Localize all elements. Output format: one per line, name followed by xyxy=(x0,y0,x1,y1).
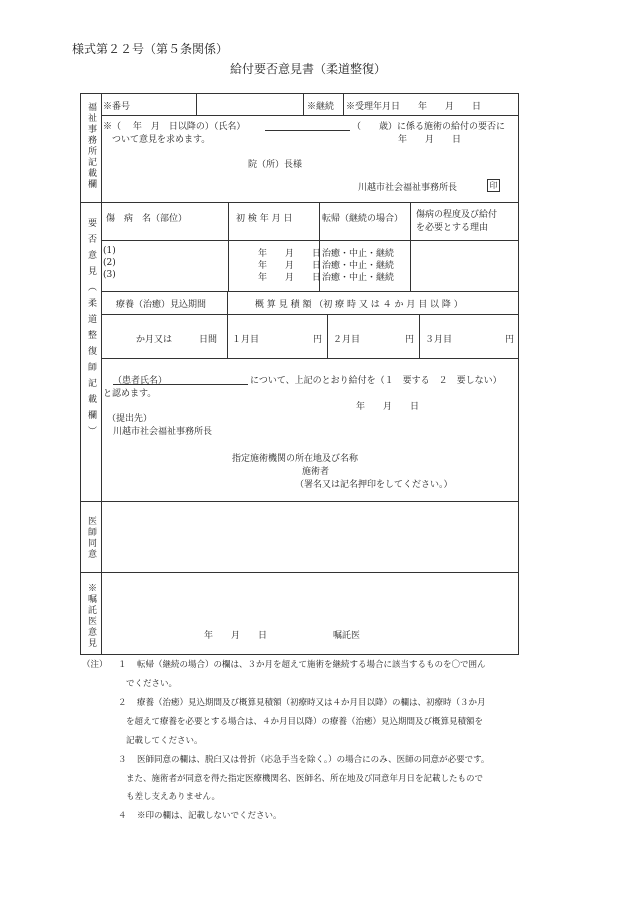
practitioner-label: 施術者 xyxy=(302,467,330,477)
opinion-side-label: 要否意見（柔道整復師記載欄） xyxy=(86,218,96,442)
office-col-divider-3 xyxy=(343,93,344,115)
institution-label: 指定施術機関の所在地及び名称 xyxy=(232,454,359,464)
row-2-num: (2) xyxy=(103,258,116,268)
row-2-date: 年 月 日 xyxy=(258,261,322,271)
name-underline xyxy=(265,130,350,131)
note-4-num: ４ xyxy=(118,811,127,821)
note-1-line-2: でください。 xyxy=(126,679,178,689)
form-title: 給付要否意見書（柔道整復） xyxy=(230,62,387,76)
opinion-header-divider xyxy=(101,240,519,241)
treatment-period-label: 療養（治癒）見込期間 xyxy=(116,300,207,310)
period-header-divider xyxy=(101,314,519,315)
note-2-line-3: 記載してください。 xyxy=(126,736,203,746)
note-1-line-1: 転帰（継続の場合）の欄は、３か月を超えて施術を継続する場合に該当するものを〇で囲ん xyxy=(137,660,486,670)
statement-date: 年 月 日 xyxy=(356,402,420,412)
side-label-divider xyxy=(101,93,102,654)
row-3-outcome: 治癒・中止・継続 xyxy=(322,273,395,283)
table-border-top xyxy=(80,93,519,94)
table-border-bottom xyxy=(80,654,519,655)
sender: 川越市社会福祉事務所長 xyxy=(358,183,458,193)
month3-label: ３月目 xyxy=(425,335,453,345)
commission-date: 年 月 日 xyxy=(204,631,268,641)
submit-to-label: （提出先） xyxy=(107,414,153,424)
request-age: （ 歳）に係る施術の給付の要否に xyxy=(352,122,506,132)
col-reason-header-1: 傷病の程度及び給付 xyxy=(416,210,498,220)
note-4-line-1: ※印の欄は、記載しないでください。 xyxy=(137,811,282,821)
office-col-divider-2 xyxy=(303,93,304,115)
patient-name-label: （患者氏名） xyxy=(113,376,168,386)
col-divider-period xyxy=(227,291,228,358)
col-reason-header-2: を必要とする理由 xyxy=(416,223,489,233)
note-2-line-2: を超えて療養を必要とする場合は、４か月目以降）の療養（治癒）見込期間及び概算見積額を xyxy=(126,717,484,727)
col-injury-header: 傷 病 名（部位） xyxy=(106,214,188,224)
table-border-right xyxy=(518,93,519,654)
receipt-date-label: ※受理年月日 年 月 日 xyxy=(346,102,482,112)
continuation-label: ※継続 xyxy=(307,102,335,112)
col-divider-first-exam xyxy=(228,202,229,291)
col-divider-month3 xyxy=(419,314,420,358)
col-outcome-header: 転帰（継続の場合） xyxy=(322,214,404,224)
office-col-divider-1 xyxy=(196,93,197,115)
month1-yen: 円 xyxy=(313,335,323,345)
section-divider-office xyxy=(80,202,519,203)
number-label: ※番号 xyxy=(103,102,131,112)
commission-side-label: ※嘱託医意見 xyxy=(86,583,96,649)
note-2-line-1: 療養（治癒）見込期間及び概算見積額（初療時又は４か月目以降）の欄は、初療時（３か月 xyxy=(137,698,486,708)
col-first-exam-header: 初 検 年 月 日 xyxy=(236,214,293,224)
note-1-num: １ xyxy=(118,660,127,670)
period-row-divider xyxy=(101,358,519,359)
note-3-line-1: 医師同意の欄は、脱臼又は骨折（応急手当を除く。）の場合にのみ、医師の同意が必要です。 xyxy=(137,755,490,765)
submit-to: 川越市社会福祉事務所長 xyxy=(113,427,213,437)
section-divider-opinion xyxy=(80,501,519,502)
month2-yen: 円 xyxy=(405,335,415,345)
col-divider-reason xyxy=(410,202,411,291)
row-3-num: (3) xyxy=(103,270,116,280)
row-1-num: (1) xyxy=(103,246,116,256)
patient-name-underline xyxy=(113,384,248,385)
request-date: 年 月 日 xyxy=(398,135,462,145)
office-row-divider xyxy=(101,115,519,116)
estimate-label: 概 算 見 積 額 （初 療 時 又 は ４ か 月 目 以 降 ） xyxy=(255,300,463,310)
form-number: 様式第２２号（第５条関係） xyxy=(72,42,229,56)
note-3-num: ３ xyxy=(118,755,127,765)
office-side-label: 福祉事務所記載欄 xyxy=(86,102,96,190)
note-3-line-3: も差し支えありません。 xyxy=(126,792,221,802)
table-border-left xyxy=(80,93,81,654)
signature-note: （署名又は記名押印をしてください。） xyxy=(295,480,453,490)
commission-doctor-label: 嘱託医 xyxy=(333,631,361,641)
notes-label: （注） xyxy=(82,660,108,670)
section-divider-doctor xyxy=(80,572,519,573)
request-line1: ※（ 年 月 日以降の）（氏名） xyxy=(103,122,246,132)
month2-label: ２月目 xyxy=(333,335,361,345)
period-value: か月又は 日間 xyxy=(136,335,218,345)
opinion-rows-divider xyxy=(101,291,519,292)
row-2-outcome: 治癒・中止・継続 xyxy=(322,261,395,271)
month3-yen: 円 xyxy=(505,335,515,345)
col-divider-month2 xyxy=(327,314,328,358)
row-1-outcome: 治癒・中止・継続 xyxy=(322,249,395,259)
doctor-side-label: 医師同意 xyxy=(86,516,96,560)
approval-statement: について、上記のとおり給付を（１ 要する ２ 要しない） xyxy=(250,376,502,386)
seal-mark: 印 xyxy=(487,179,500,192)
note-3-line-2: また、施術者が同意を得た指定医療機関名、医師名、所在地及び同意年月日を記載したもので xyxy=(126,774,484,784)
month1-label: １月目 xyxy=(232,335,260,345)
row-1-date: 年 月 日 xyxy=(258,249,322,259)
approval-statement-line2: と認めます。 xyxy=(103,389,157,399)
addressee: 院（所）長様 xyxy=(248,160,303,170)
row-3-date: 年 月 日 xyxy=(258,273,322,283)
note-2-num: ２ xyxy=(118,698,127,708)
request-line2: ついて意見を求めます。 xyxy=(112,135,211,145)
